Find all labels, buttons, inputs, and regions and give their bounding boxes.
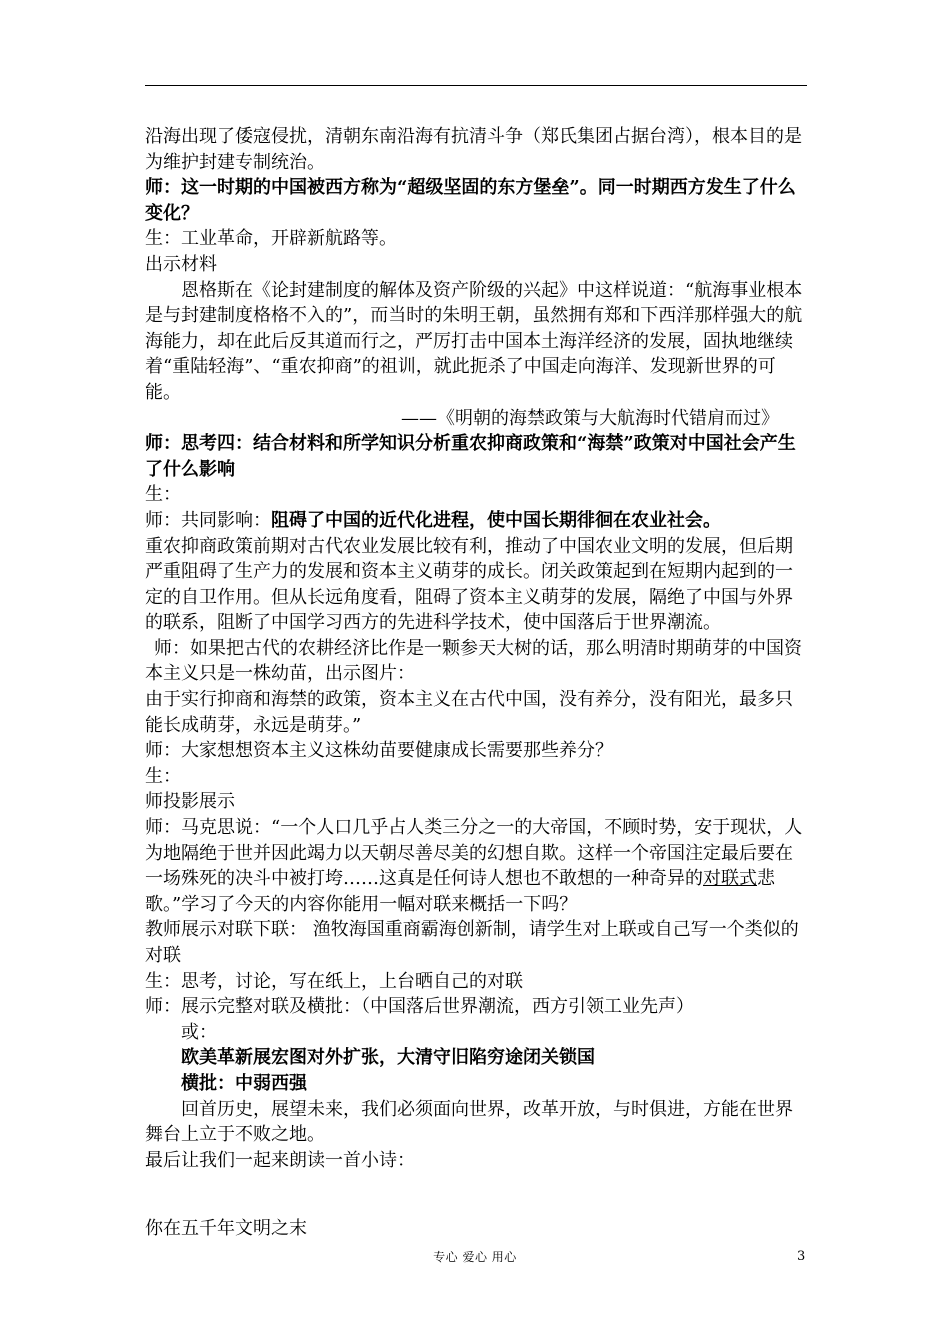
paragraph: 沿海出现了倭寇侵扰，清朝东南沿海有抗清斗争（郑氏集团占据台湾），根本目的是为维护封建专制统治。 — [145, 126, 802, 173]
material-heading: 出示材料 — [145, 253, 217, 275]
conclusion-bold: 阻碍了中国的近代化进程，使中国长期徘徊在农业社会。 — [271, 509, 721, 531]
student-label: 生： — [145, 484, 181, 506]
header-rule — [145, 85, 807, 86]
document-body — [145, 124, 807, 1242]
question-text: 这一时期的中国被西方称为“超级坚固的东方堡垒”。同一时期西方发生了什么变化？ — [145, 177, 796, 224]
couplet-prompt: 教师展示对联下联： 渔牧海国重商霸海创新制，请学生对上联或自己写一个类似的对联 — [145, 919, 799, 966]
footer-motto: 专心 爱心 用心 — [433, 1250, 517, 1264]
teacher-prompt: 师：大家想想资本主义这株幼苗要健康成长需要那些养分？ — [145, 740, 613, 762]
poem-first-line: 你在五千年文明之末 — [145, 1218, 307, 1240]
or-label: 或： — [181, 1021, 217, 1043]
closing-paragraph: 回首历史，展望未来，我们必须面向世界，改革开放，与时俱进，方能在世界舞台上立于不败之地。 — [145, 1098, 793, 1146]
paragraph-analysis: 重农抑商政策前期对古代农业发展比较有利，推动了中国农业文明的发展，但后期严重阻碍了生产力的发展和资本主义萌芽的成长。闭关政策起到在短期内起到的一定的自卫作用。但从长远角度看，阻碍了资本主义萌芽的发展，隔绝了中国与外界的联系，阻断了中国学习西方的先进科学技术，使中国落后于世界潮流。 — [145, 535, 793, 634]
projection-note: 师投影展示 — [145, 791, 235, 813]
marx-quote — [145, 815, 807, 917]
material-quote: 恩格斯在《论封建制度的解体及资产阶级的兴起》中这样说道：“航海事业根本是与封建制度格格不入的”，而当时的朱明王朝，虽然拥有郑和下西洋那样强大的航海能力，却在此后反其道而行之，严厉打击中国本土海洋经济的发展，固执地继续着“重陆轻海”、“重农抑商”的祖训，就此扼杀了中国走向海洋、发现新世界的可能。 — [145, 279, 803, 403]
spacer — [145, 1173, 807, 1216]
teacher-question — [145, 175, 807, 226]
conclusion-lead: 师：共同影响： — [145, 509, 271, 531]
thinking-question: 师：思考四：结合材料和所学知识分析重农抑商政策和“海禁”政策对中国社会产生了什么影响 — [145, 433, 796, 480]
marx-quote-b: 悲歌。”学习了今天的内容你能用一幅对联来概括一下吗？ — [145, 868, 775, 915]
couplet-line: 欧美革新展宏图对外扩张，大清守旧陷穷途闭关锁国 — [181, 1047, 595, 1069]
poem-intro: 最后让我们一起来朗读一首小诗： — [145, 1149, 415, 1171]
student-activity: 生：思考，讨论，写在纸上，上台晒自己的对联 — [145, 970, 523, 992]
couplet-banner: 横批：中弱西强 — [181, 1072, 307, 1094]
teacher-metaphor: 师：如果把古代的农耕经济比作是一颗参天大树的话，那么明清时期萌芽的中国资本主义只是一株幼苗，出示图片： — [145, 637, 802, 685]
material-source: ——《明朝的海禁政策与大航海时代错肩而过》 — [401, 407, 779, 429]
speaker-label: 师： — [145, 177, 181, 199]
paragraph-sprout: 由于实行抑商和海禁的政策，资本主义在古代中国，没有养分，没有阳光，最多只能长成萌芽，永远是萌芽。” — [145, 689, 793, 736]
marx-quote-a: 师：马克思说：“一个人口几乎占人类三分之一的大帝国，不顾时势，安于现状，人为地隔绝于世并因此竭力以天朝尽善尽美的幻想自欺。这样一个帝国注定最后要在一场殊死的决斗中被打垮……这真是任何诗人想也不敢想的一种奇异的 — [145, 817, 803, 890]
teacher-conclusion — [145, 508, 807, 534]
student-answer: 生：工业革命，开辟新航路等。 — [145, 228, 397, 250]
underlined-term: 对联式 — [703, 868, 757, 890]
teacher-couplet: 师：展示完整对联及横批：（中国落后世界潮流，西方引领工业先声） — [145, 996, 694, 1018]
student-label: 生： — [145, 765, 181, 787]
page-number: 3 — [797, 1249, 806, 1264]
